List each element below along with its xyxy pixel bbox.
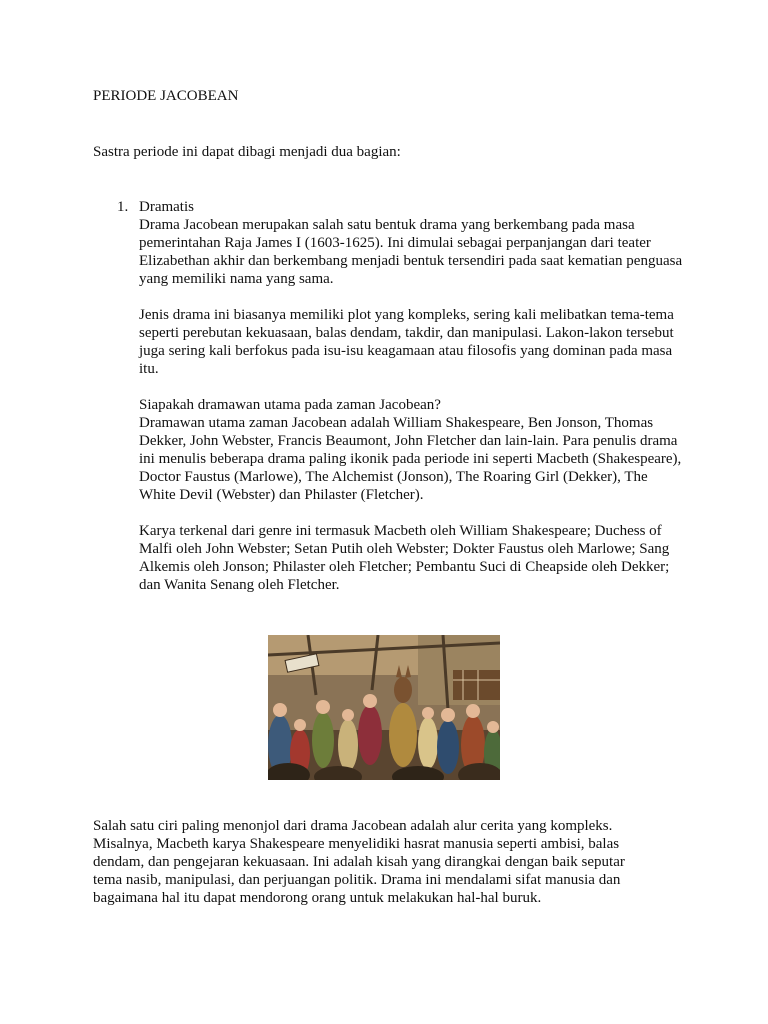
list-number: 1. — [117, 199, 129, 215]
theatre-illustration — [268, 635, 500, 780]
list-item-heading: Dramatis — [139, 199, 194, 215]
question-text: Siapakah dramawan utama pada zaman Jacobean? — [139, 397, 441, 413]
document-title: PERIODE JACOBEAN — [93, 88, 239, 104]
closing-paragraph: Salah satu ciri paling menonjol dari drama Jacobean adalah alur cerita yang kompleks. Misalnya, Macbeth karya Shakespeare menyelidiki hasrat manusia seperti ambisi, balas dendam, dan pengejaran kekuasaan. Ini adalah kisah yang dirangkai dengan baik seputar tema nasib, manipulasi, dan perjuangan politik. Drama ini mendalami sifat manusia dan bagaimana hal itu dapat mendorong orang untuk melakukan hal-hal buruk. — [93, 818, 625, 906]
paragraph-dramatists: Dramawan utama zaman Jacobean adalah William Shakespeare, Ben Jonson, Thomas Dekker, John Webster, Francis Beaumont, John Fletcher dan lain-lain. Para penulis drama ini menulis beberapa drama paling ikonik pada periode ini seperti Macbeth (Shakespeare), Doctor Faustus (Marlowe), The Alchemist (Jonson), The Roaring Girl (Dekker), The White Devil (Webster) dan Philaster (Fletcher). — [139, 415, 682, 503]
paragraph-plot: Jenis drama ini biasanya memiliki plot yang kompleks, sering kali melibatkan tema-tema seperti perebutan kekuasaan, balas dendam, takdir, dan manipulasi. Lakon-lakon tersebut juga sering kali berfokus pada isu-isu keagamaan atau filosofis yang dominan pada masa itu. — [139, 307, 674, 377]
list-item-body — [139, 198, 684, 612]
paragraph-definition: Drama Jacobean merupakan salah satu bentuk drama yang berkembang pada masa pemerintahan Raja James I (1603-1625). Ini dimulai sebagai perpanjangan dari teater Elizabethan akhir dan berkembang menjadi bentuk tersendiri pada saat kematian penguasa yang memiliki nama yang sama. — [139, 217, 683, 287]
intro-text: Sastra periode ini dapat dibagi menjadi dua bagian: — [93, 144, 401, 160]
paragraph-works: Karya terkenal dari genre ini termasuk Macbeth oleh William Shakespeare; Duchess of Malfi oleh John Webster; Setan Putih oleh Webster; Dokter Faustus oleh Marlowe; Sang Alkemis oleh Jonson; Philaster oleh Fletcher; Pembantu Suci di Cheapside oleh Dekker; dan Wanita Senang oleh Fletcher. — [139, 523, 670, 593]
